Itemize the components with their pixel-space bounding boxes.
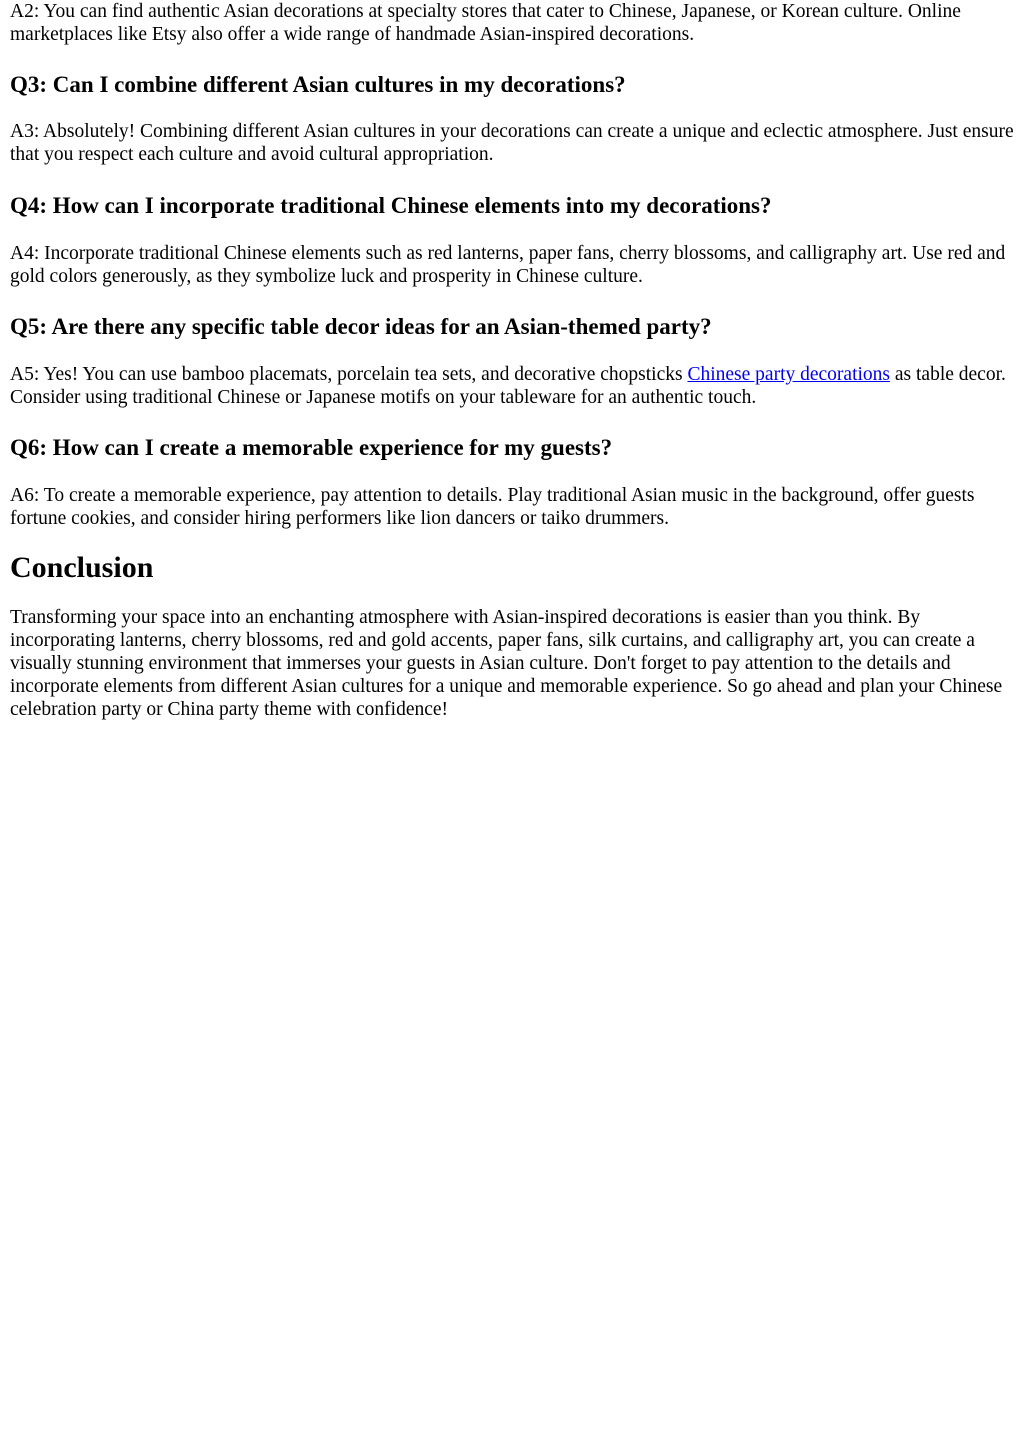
question-q5-heading: Q5: Are there any specific table decor ideas for an Asian-themed party? xyxy=(10,314,712,339)
answer-a5-text-after: as table decor. Consider using traditional Chinese or Japanese motifs on your tableware for an authentic touch. xyxy=(10,364,1006,408)
article-body xyxy=(0,0,1016,721)
conclusion-paragraph: Transforming your space into an enchanting atmosphere with Asian-inspired decorations is easier than you think. By incorporating lanterns, cherry blossoms, red and gold accents, paper fans, silk curtains, and calligraphy art, you can create a visually stunning environment that immerses your guests in Asian culture. Don't forget to pay attention to the details and incorporate elements from different Asian cultures for a unique and memorable experience. So go ahead and plan your Chinese celebration party or China party theme with confidence! xyxy=(10,607,1003,720)
answer-a3: A3: Absolutely! Combining different Asian cultures in your decorations can create a unique and eclectic atmosphere. Just ensure that you respect each culture and avoid cultural appropriation. xyxy=(10,121,1014,165)
answer-a5-text-before: A5: Yes! You can use bamboo placemats, porcelain tea sets, and decorative chopsticks xyxy=(10,364,688,385)
question-q4-heading: Q4: How can I incorporate traditional Chinese elements into my decorations? xyxy=(10,193,772,218)
question-q6-heading: Q6: How can I create a memorable experience for my guests? xyxy=(10,435,613,460)
answer-a2: A2: You can find authentic Asian decorations at specialty stores that cater to Chinese, Japanese, or Korean culture. Online marketplaces like Etsy also offer a wide range of handmade Asian-inspired decorations. xyxy=(10,1,961,45)
answer-a6: A6: To create a memorable experience, pay attention to details. Play traditional Asian music in the background, offer guests fortune cookies, and consider hiring performers like lion dancers or taiko drummers. xyxy=(10,485,975,529)
question-q3-heading: Q3: Can I combine different Asian cultures in my decorations? xyxy=(10,72,626,97)
chinese-party-decorations-link[interactable]: Chinese party decorations xyxy=(687,364,890,385)
conclusion-heading: Conclusion xyxy=(10,551,154,584)
answer-a5 xyxy=(10,363,1016,409)
answer-a4: A4: Incorporate traditional Chinese elements such as red lanterns, paper fans, cherry blossoms, and calligraphy art. Use red and gold colors generously, as they symbolize luck and prosperity in Chinese culture. xyxy=(10,243,1006,287)
